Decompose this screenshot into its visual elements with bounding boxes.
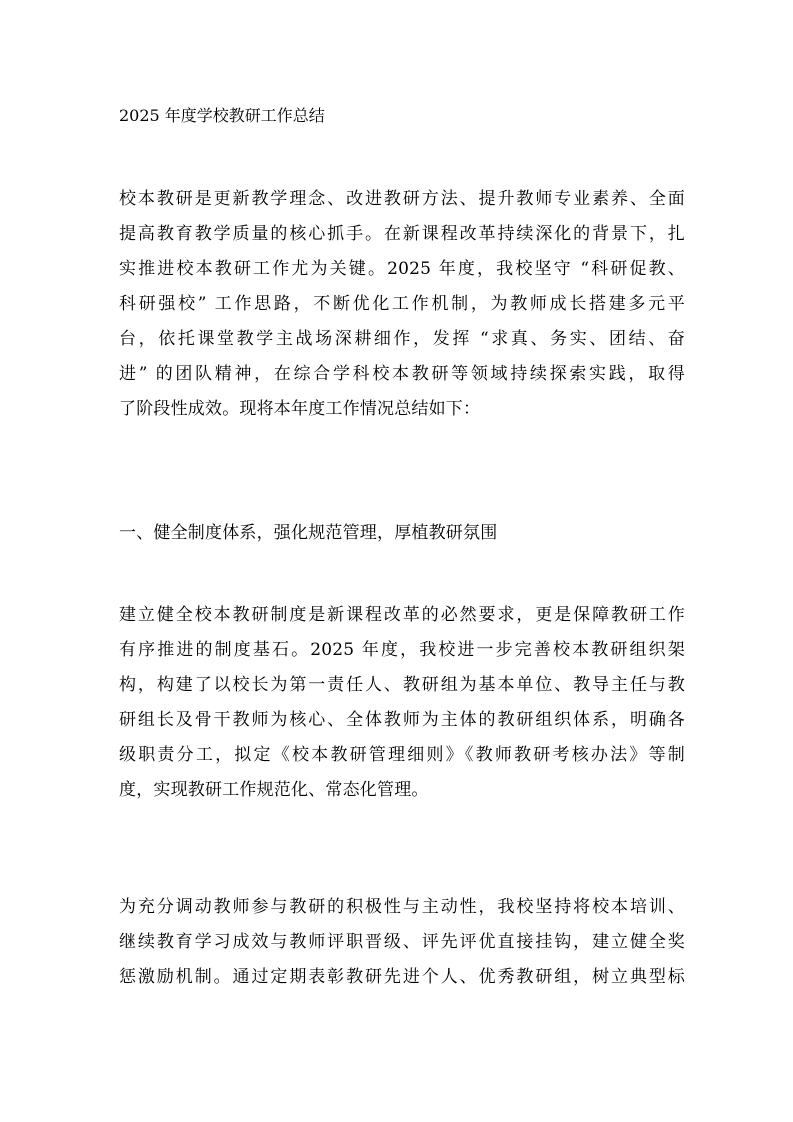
paragraph-line: 进” 的团队精神，在综合学科校本教研等领域持续探索实践，取得 — [119, 364, 685, 384]
paragraph-line: 继续教育学习成效与教师评职晋级、评先评优直接挂钩，建立健全奖 — [119, 932, 685, 952]
paragraph-line: 校本教研是更新教学理念、改进教研方法、提升教师专业素养、全面 — [119, 189, 685, 209]
paragraph-line: 级职责分工，拟定《校本教研管理细则》《教师教研考核办法》等制 — [119, 745, 685, 765]
document-title: 2025 年度学校教研工作总结 — [119, 106, 325, 125]
paragraph-intro — [119, 182, 685, 427]
paragraph-line: 为充分调动教师参与教研的积极性与主动性，我校坚持将校本培训、 — [119, 897, 685, 917]
paragraph-line: 了阶段性成效。现将本年度工作情况总结如下： — [119, 399, 481, 419]
paragraph-line: 构，构建了以校长为第一责任人、教研组为基本单位、教导主任与教 — [119, 675, 685, 695]
paragraph-incentive — [119, 890, 685, 995]
paragraph-line: 科研强校” 工作思路，不断优化工作机制，为教师成长搭建多元平 — [119, 294, 685, 314]
paragraph-line: 度，实现教研工作规范化、常态化管理。 — [119, 780, 429, 800]
paragraph-line: 实推进校本教研工作尤为关键。2025 年度，我校坚守 “科研促教、 — [119, 259, 685, 279]
paragraph-line: 建立健全校本教研制度是新课程改革的必然要求，更是保障教研工作 — [119, 605, 685, 625]
section-heading: 一、健全制度体系，强化规范管理，厚植教研氛围 — [119, 523, 498, 543]
paragraph-line: 有序推进的制度基石。2025 年度，我校进一步完善校本教研组织架 — [119, 640, 685, 660]
paragraph-line: 研组长及骨干教师为核心、全体教师为主体的教研组织体系，明确各 — [119, 710, 685, 730]
paragraph-system — [119, 598, 685, 808]
paragraph-line: 惩激励机制。通过定期表彰教研先进个人、优秀教研组，树立典型标 — [119, 967, 685, 987]
paragraph-line: 提高教育教学质量的核心抓手。在新课程改革持续深化的背景下，扎 — [119, 224, 685, 244]
paragraph-line: 台，依托课堂教学主战场深耕细作，发挥 “求真、务实、团结、奋 — [119, 329, 685, 349]
